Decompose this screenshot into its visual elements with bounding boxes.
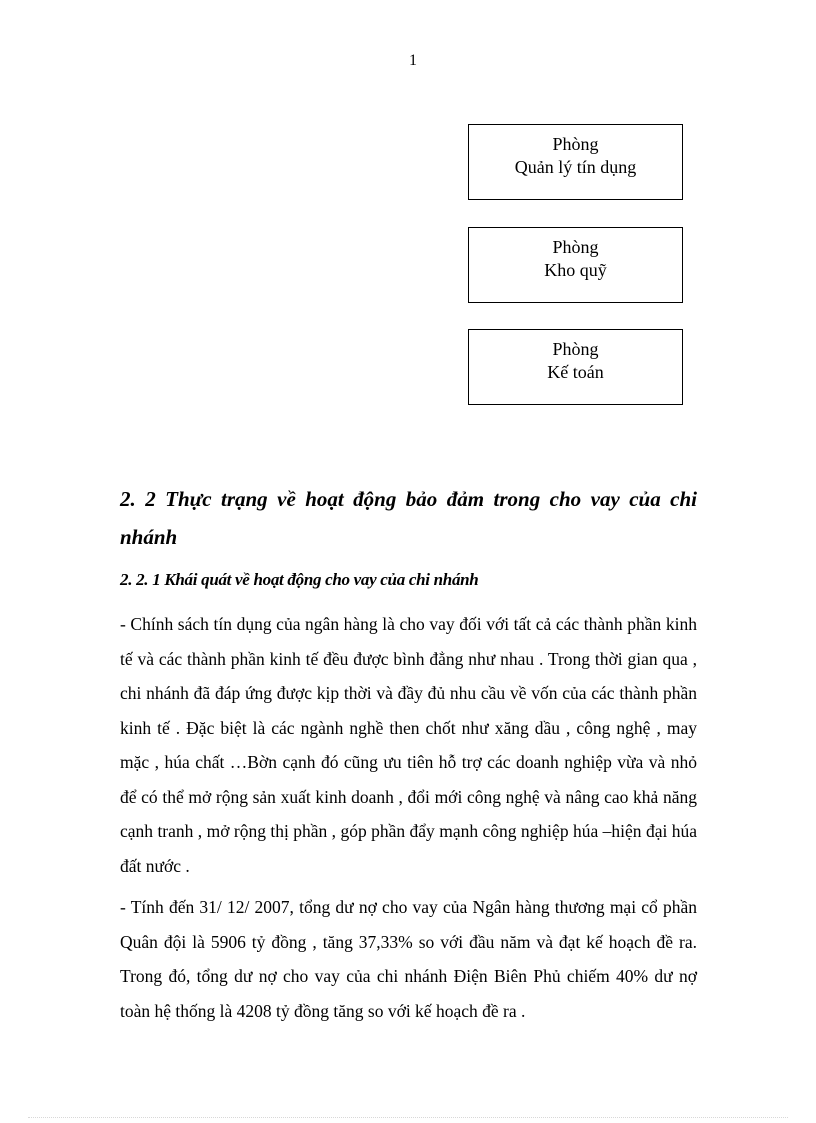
body-paragraph: - Chính sách tín dụng của ngân hàng là cho vay đối với tất cả các thành phần kinh tế và các thành phần kinh tế đều được bình đẳng như nhau . Trong thời gian qua , chi nhánh đã đáp ứng được kịp thời và đầy đủ nhu cầu về vốn của các thành phần kinh tế . Đặc biệt là các ngành nghề then chốt như xăng dầu , công nghệ , may mặc , húa chất …Bờn cạnh đó cũng ưu tiên hỗ trợ các doanh nghiệp vừa và nhỏ để có thể mở rộng sản xuất kinh doanh , đổi mới công nghệ và nâng cao khả năng cạnh tranh , mở rộng thị phần , góp phần đẩy mạnh công nghiệp húa –hiện đại húa đất nước . [120, 614, 697, 876]
org-box-treasury [468, 227, 683, 303]
org-box-line2: Quản lý tín dụng [514, 157, 637, 177]
org-box-line1: Phòng [552, 237, 599, 257]
org-box-credit-management [468, 124, 683, 200]
org-box-line2: Kế toán [547, 362, 604, 382]
org-box-accounting [468, 329, 683, 405]
page-number: 1 [409, 52, 417, 69]
org-box-line2: Kho quỹ [544, 260, 607, 280]
footer-divider [28, 1117, 788, 1118]
subsection-title: 2. 2. 1 Khái quát về hoạt động cho vay của chi nhánh [120, 570, 479, 589]
org-box-line1: Phòng [552, 134, 599, 154]
org-box-line1: Phòng [552, 339, 599, 359]
body-paragraph: - Tính đến 31/ 12/ 2007, tổng dư nợ cho vay của Ngân hàng thương mại cổ phần Quân đội là 5906 tỷ đồng , tăng 37,33% so với đầu năm và đạt kế hoạch đề ra. Trong đó, tổng dư nợ cho vay của chi nhánh Điện Biên Phủ chiếm 40% dư nợ toàn hệ thống là 4208 tỷ đồng tăng so với kế hoạch đề ra . [120, 897, 697, 1021]
section-title: 2. 2 Thực trạng về hoạt động bảo đảm trong cho vay của chi nhánh [120, 487, 697, 549]
